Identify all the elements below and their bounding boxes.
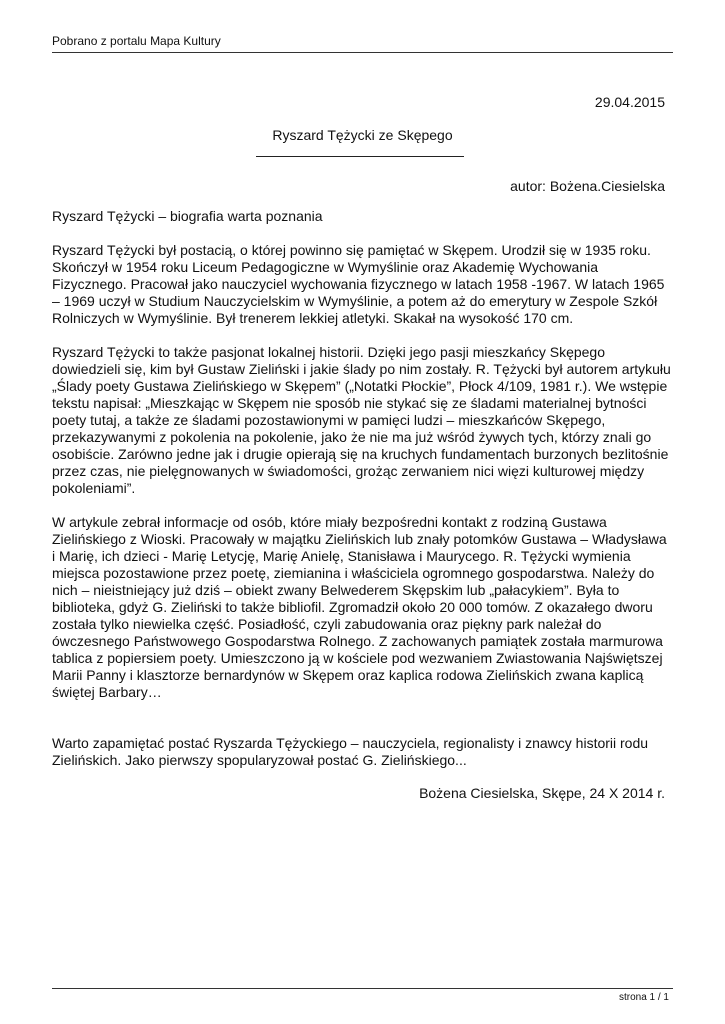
header-divider xyxy=(52,52,673,53)
document-title: Ryszard Tężycki ze Skępego xyxy=(272,127,453,143)
paragraph: W artykule zebrał informacje od osób, które miały bezpośredni kontakt z rodziną Gustawa Zielińskiego z Wioski. Pracowały w majątku Zielińskich lub znały potomków Gustawa – Władysława i Marię, ich dzieci - Marię Letycję, Marię Anielę, Stanisława i Maurycego. R. Tężycki wymienia miejsca pozostawione przez poetę, ziemianina i właściciela ogromnego gospodarstwa. Należy do nich – nieistniejący już dziś – obiekt zwany Belwederem Skępskim lub „pałacykiem”. Była to biblioteka, gdyż G. Zieliński to także bibliofil. Zgromadził około 20 000 tomów. Z okazałego dworu została tylko niewielka część. Posiadłość, czyli zabudowania oraz piękny park należał do ówczesnego Państwowego Gospodarstwa Rolnego. Z zachowanych pamiątek została marmurowa tablica z popiersiem poety. Umieszczono ją w kościele pod wezwaniem Zwiastowania Najświętszej Marii Panny i klasztorze bernardynów w Skępem oraz kaplica rodowa Zielińskich zwana kaplicą świętej Barbary… xyxy=(52,514,667,700)
title-underline xyxy=(256,156,464,157)
header-source: Pobrano z portalu Mapa Kultury xyxy=(52,34,221,48)
document-subtitle: Ryszard Tężycki – biografia warta poznania xyxy=(52,208,323,224)
paragraph: Ryszard Tężycki był postacią, o której powinno się pamiętać w Skępem. Urodził się w 1935 roku. Skończył w 1954 roku Liceum Pedagogiczne w Wymyślinie oraz Akademię Wychowania Fizycznego. Pracował jako nauczyciel wychowania fizycznego w latach 1958 -1967. W latach 1965 – 1969 uczył w Studium Nauczycielskim w Wymyślinie, a potem aż do emerytury w Zespole Szkół Rolniczych w Wymyślinie. Był trenerem lekkiej atletyki. Skakał na wysokość 170 cm. xyxy=(52,242,665,326)
closing-paragraph: Warto zapamiętać postać Ryszarda Tężyckiego – nauczyciela, regionalisty i znawcy historii rodu Zielińskich. Jako pierwszy spopularyzował postać G. Zielińskiego... xyxy=(52,735,649,768)
document-body xyxy=(52,208,672,802)
page-number: strona 1 / 1 xyxy=(618,992,669,1003)
footer-divider xyxy=(52,988,673,989)
document-author: autor: Bożena.Ciesielska xyxy=(510,178,665,194)
signature: Bożena Ciesielska, Skępe, 24 X 2014 r. xyxy=(419,785,665,801)
document-date: 29.04.2015 xyxy=(594,94,665,110)
paragraph: Ryszard Tężycki to także pasjonat lokalnej historii. Dzięki jego pasji mieszkańcy Skępego dowiedzieli się, kim był Gustaw Zieliński i jakie ślady po nim zostały. R. Tężycki był autorem artykułu „Ślady poety Gustawa Zielińskiego w Skępem” („Notatki Płockie”, Płock 4/109, 1981 r.). We wstępie tekstu napisał: „Mieszkając w Skępem nie sposób nie stykać się ze śladami materialnej bytności poety tutaj, a także ze śladami pozostawionymi w pamięci ludzi – mieszkańców Skępego, przekazywanymi z pokolenia na pokolenie, jako że nie ma już wśród żywych tych, którzy znali go osobiście. Zarówno jedne jak i drugie opierają się na kruchych fundamentach burzonych bezlitośnie przez czas, nie pielęgnowanych w świadomości, grożąc zerwaniem nici więzi kulturowej między pokoleniami”. xyxy=(52,344,671,496)
